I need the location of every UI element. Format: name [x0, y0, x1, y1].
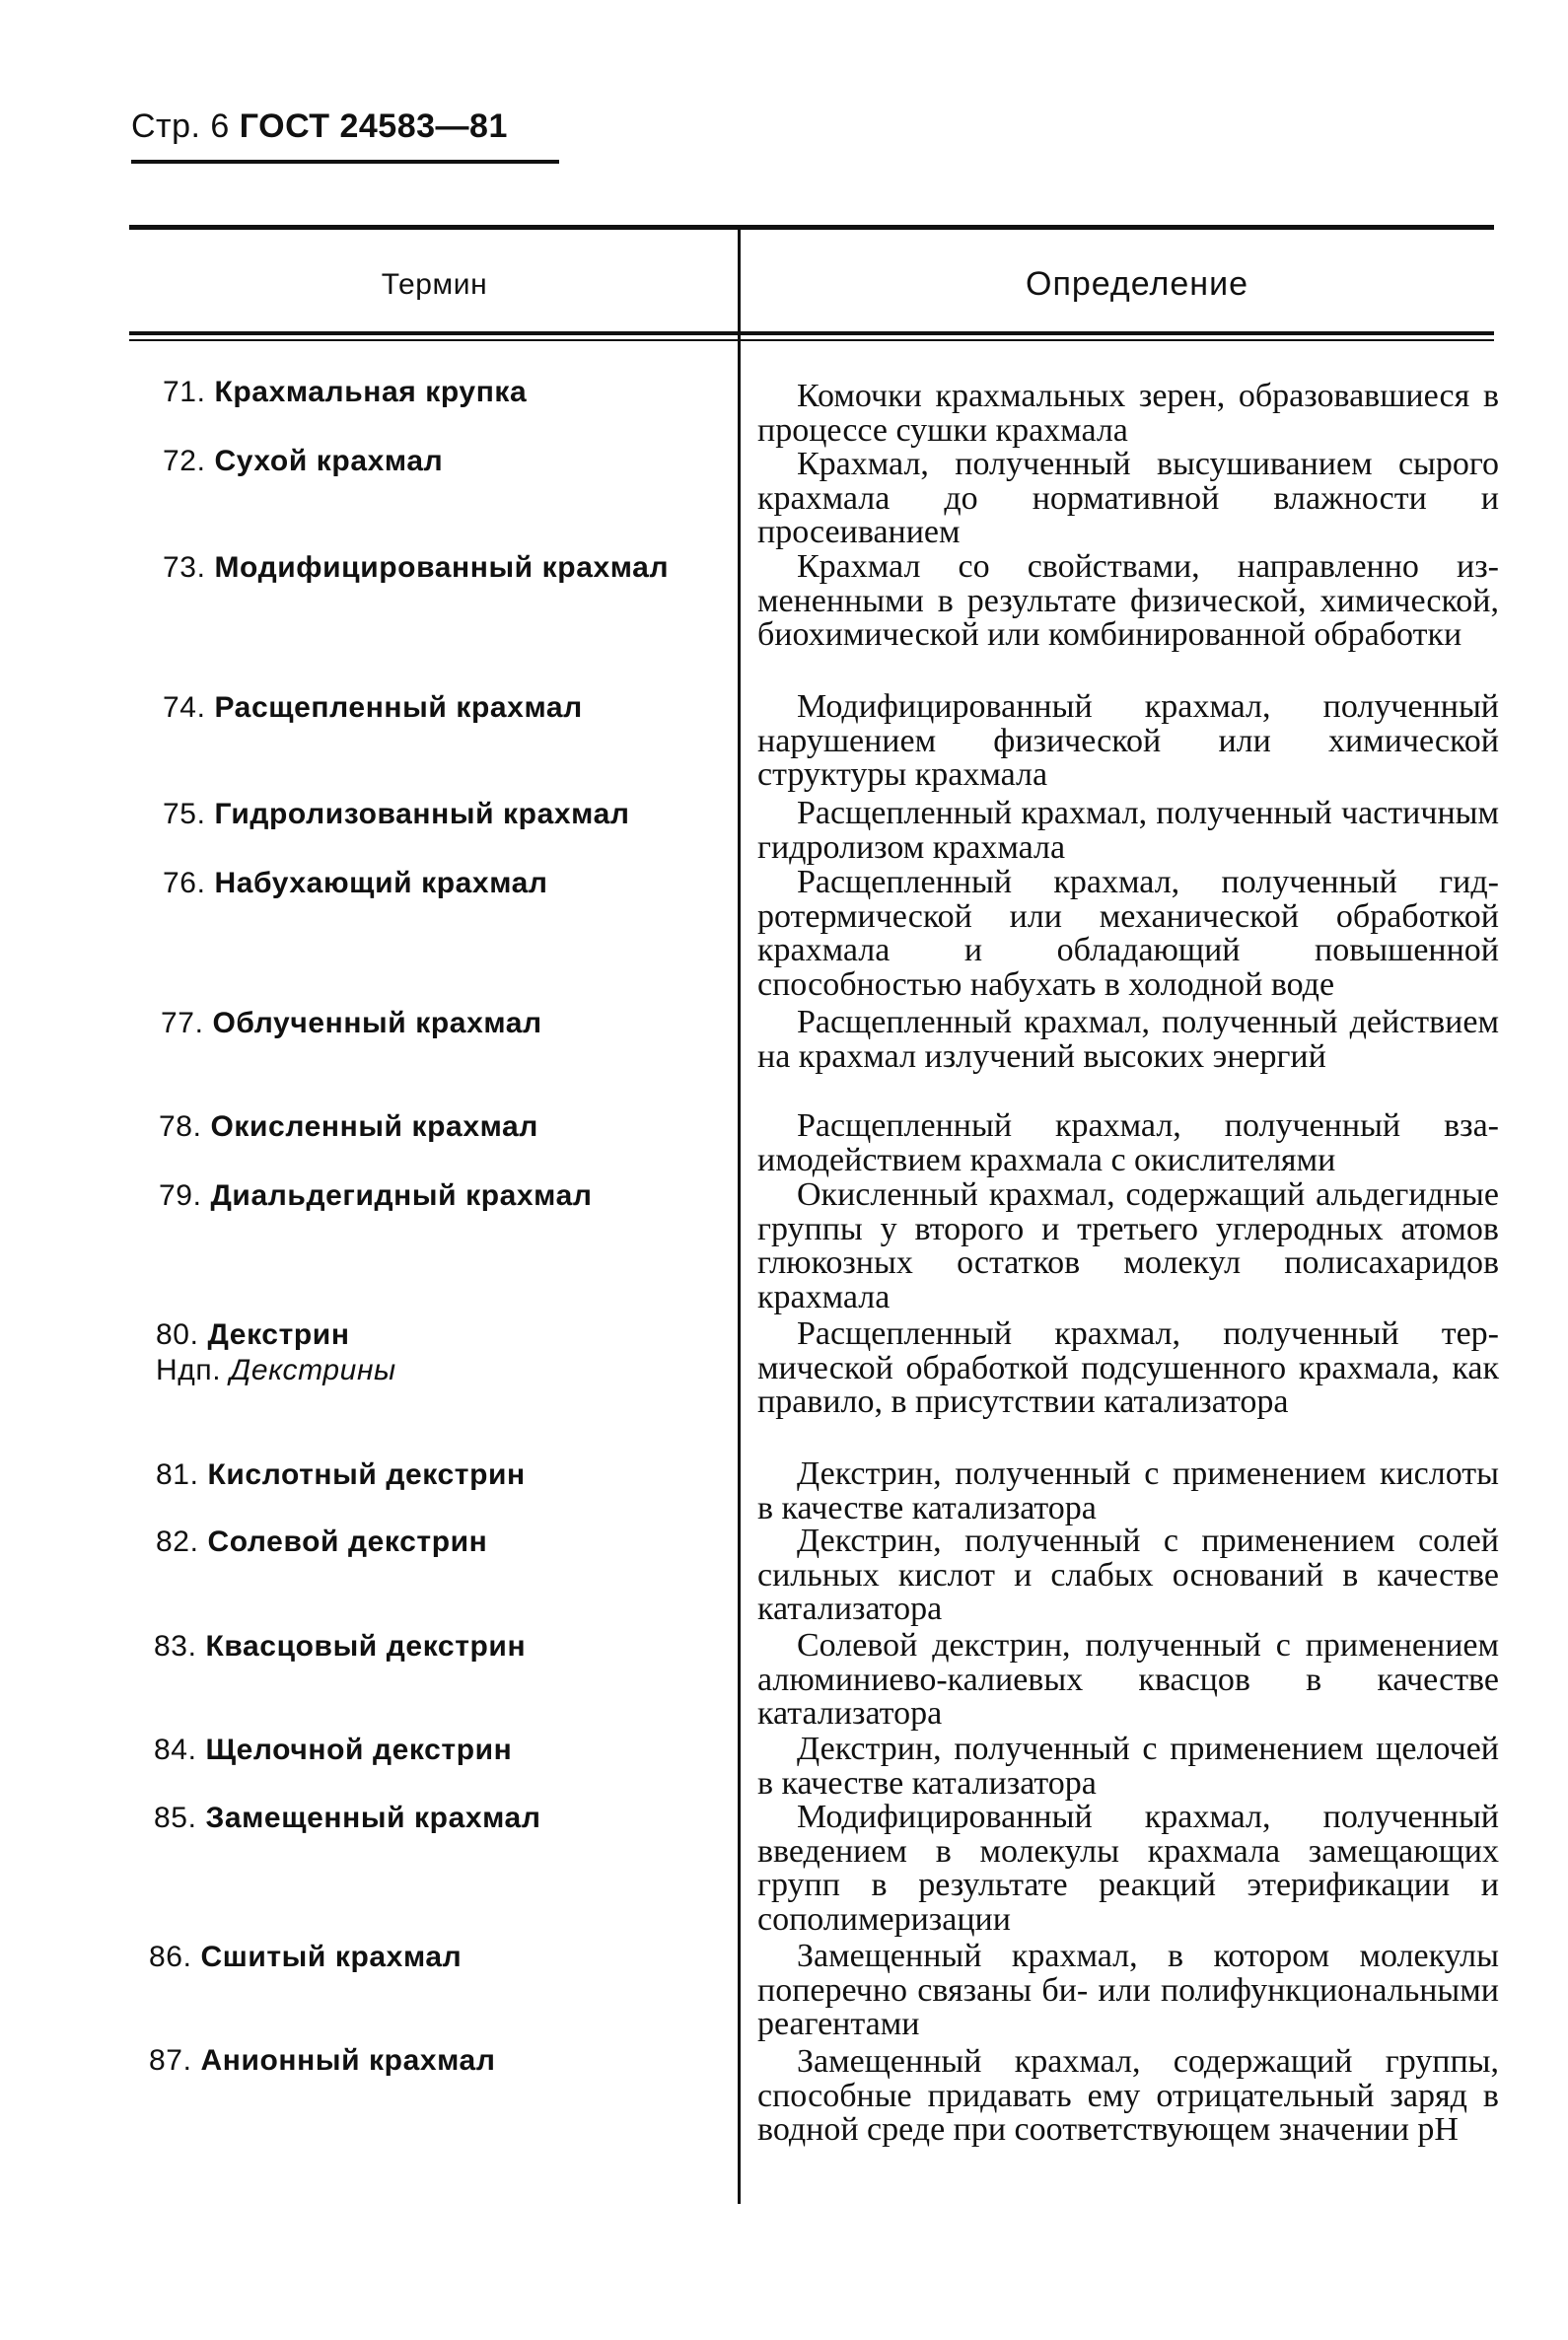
definition-entry: Комочки крахмальных зерен, образовавшиеся в процессе сушки крахмала	[757, 378, 1499, 449]
definition-entry: Окисленный крахмал, содержащий альдегидные группы у второго и третьего углеродных атомов глюкозных остатков молекул полисахаридов крахмала	[757, 1176, 1499, 1315]
column-header-definition: Определение	[1026, 265, 1248, 303]
definition-entry: Замещенный крахмал, содержащий группы, способные придавать ему отрицательный заряд в водной среде при соответствующем значении pH	[757, 2043, 1499, 2148]
definition-entry: Расщепленный крахмал, полученный частичным гидролизом крахмала	[757, 795, 1499, 866]
term-entry: 86. Сшитый крахмал	[149, 1941, 463, 1973]
term-entry: 74. Расщепленный крахмал	[163, 691, 583, 724]
header-underline	[131, 160, 559, 164]
term-entry: 81. Кислотный декстрин	[156, 1458, 526, 1491]
term-entry: 73. Модифицированный крахмал	[163, 551, 670, 584]
term-entry: 84. Щелочной декстрин	[154, 1734, 513, 1766]
definition-entry: Модифицированный крахмал, полученный нарушением физической или химической структуры крахмала	[757, 688, 1499, 793]
definition-entry: Расщепленный крахмал, полученный гидротермической или механической обработкой крахмала и обладающий повышенной способностью набухать в холодной воде	[757, 864, 1499, 1003]
deprecated-term: Ндп. Декстрины	[156, 1354, 396, 1386]
term-entry: 71. Крахмальная крупка	[163, 376, 528, 408]
term-entry: 79. Диальдегидный крахмал	[159, 1179, 593, 1212]
standard-number: ГОСТ 24583—81	[239, 107, 508, 145]
column-header-term: Термин	[381, 268, 488, 301]
term-entry: 78. Окисленный крахмал	[159, 1110, 538, 1143]
definition-entry: Декстрин, полученный с применением кислоты в качестве катализатора	[757, 1455, 1499, 1526]
definition-entry: Крахмал со свойствами, направленно измененными в результате физической, химической, биохимической или комбинированной обработки	[757, 548, 1499, 653]
term-entry: 85. Замещенный крахмал	[154, 1802, 541, 1834]
page-label: Стр. 6	[131, 107, 230, 145]
table-header-rule-thin	[129, 339, 1494, 341]
definition-entry: Солевой декстрин, полученный с применением алюминиево-калиевых квасцов в качестве катализатора	[757, 1627, 1499, 1732]
table-top-rule	[129, 225, 1494, 230]
column-divider	[738, 227, 741, 2204]
term-entry: 80. Декстрин Ндп. Декстрины	[156, 1318, 396, 1386]
term-entry: 77. Облученный крахмал	[161, 1007, 542, 1039]
definition-entry: Замещенный крахмал, в котором молекулы поперечно связаны би- или полифункциональными реагентами	[757, 1938, 1499, 2042]
definition-entry: Модифицированный крахмал, полученный введением в молекулы крахмала замещающих групп в результате реакций этерификации и сополимеризации	[757, 1799, 1499, 1938]
term-entry: 72. Сухой крахмал	[163, 445, 444, 477]
table-header-rule	[129, 331, 1494, 335]
definition-entry: Расщепленный крахмал, полученный действием на крахмал излучений высоких энергий	[757, 1004, 1499, 1075]
definition-entry: Декстрин, полученный с применением солей сильных кислот и слабых оснований в качестве катализатора	[757, 1523, 1499, 1627]
term-entry: 83. Квасцовый декстрин	[154, 1630, 527, 1663]
definition-entry: Расщепленный крахмал, полученный взаимодействием крахмала с окислителями	[757, 1107, 1499, 1178]
definition-entry: Декстрин, полученный с применением щелочей в качестве катализатора	[757, 1731, 1499, 1802]
term-entry: 76. Набухающий крахмал	[163, 867, 548, 899]
term-entry: 87. Анионный крахмал	[149, 2044, 496, 2077]
page-header	[131, 106, 508, 146]
definition-entry: Крахмал, полученный высушиванием сырого крахмала до нормативной влажности и просеиванием	[757, 446, 1499, 550]
term-entry: 75. Гидролизованный крахмал	[163, 798, 630, 830]
definition-entry: Расщепленный крахмал, полученный термической обработкой подсушенного крахмала, как правило, в присутствии катализатора	[757, 1315, 1499, 1420]
term-entry: 82. Солевой декстрин	[156, 1525, 488, 1558]
